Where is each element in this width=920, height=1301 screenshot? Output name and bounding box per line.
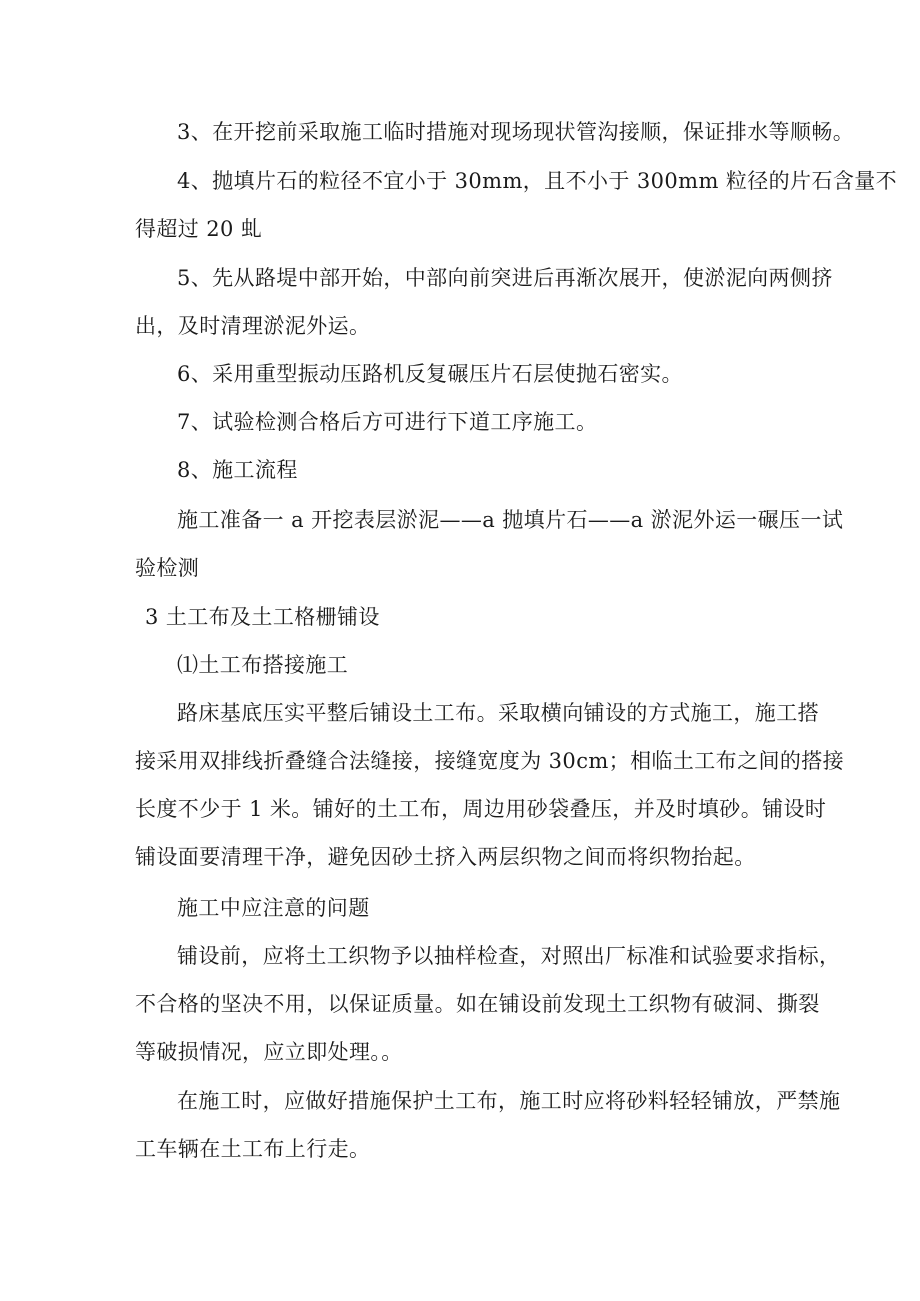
paragraph-line: 长度不少于 1 米。铺好的土工布，周边用砂袋叠压，并及时填砂。铺设时	[135, 797, 827, 821]
paragraph-line: 等破损情况，应立即处理。。	[135, 1040, 403, 1064]
paragraph-line: 得超过 20 虬	[135, 217, 263, 241]
subsection-heading: 施工中应注意的问题	[177, 896, 370, 920]
paragraph-line: 在施工时，应做好措施保护土工布，施工时应将砂料轻轻铺放，严禁施	[177, 1089, 841, 1113]
paragraph-line: 8、施工流程	[177, 458, 298, 482]
paragraph-line: 3、在开挖前采取施工临时措施对现场现状管沟接顺，保证排水等顺畅。	[177, 120, 855, 144]
paragraph-line: 不合格的坚决不用，以保证质量。如在铺设前发现土工织物有破洞、撕裂	[135, 992, 820, 1016]
paragraph-line: 接采用双排线折叠缝合法缝接，接缝宽度为 30cm；相临土工布之间的搭接	[135, 749, 845, 773]
paragraph-line: 6、采用重型振动压路机反复碾压片石层使抛石密实。	[177, 362, 683, 386]
paragraph-line: 铺设前，应将土工织物予以抽样检查，对照出厂标准和试验要求指标，	[177, 944, 841, 968]
section-heading: 3 土工布及土工格栅铺设	[145, 605, 380, 629]
paragraph-line: 工车辆在土工布上行走。	[135, 1137, 371, 1161]
paragraph-line: 4、抛填片石的粒径不宜小于 30mm，且不小于 300mm 粒径的片石含量不	[177, 169, 898, 193]
subsection-heading: ⑴土工布搭接施工	[177, 653, 349, 677]
paragraph-line: 路床基底压实平整后铺设土工布。采取横向铺设的方式施工，施工搭	[177, 701, 819, 725]
paragraph-line: 7、试验检测合格后方可进行下道工序施工。	[177, 410, 598, 434]
paragraph-line: 出，及时清理淤泥外运。	[135, 314, 371, 338]
paragraph-line: 施工准备一 a 开挖表层淤泥——a 抛填片石——a 淤泥外运一碾压一试	[177, 508, 844, 532]
paragraph-line: 铺设面要清理干净，避免因砂土挤入两层织物之间而将织物抬起。	[135, 845, 756, 869]
paragraph-line: 5、先从路堤中部开始，中部向前突进后再渐次展开，使淤泥向两侧挤	[177, 266, 833, 290]
paragraph-line: 验检测	[135, 556, 200, 580]
